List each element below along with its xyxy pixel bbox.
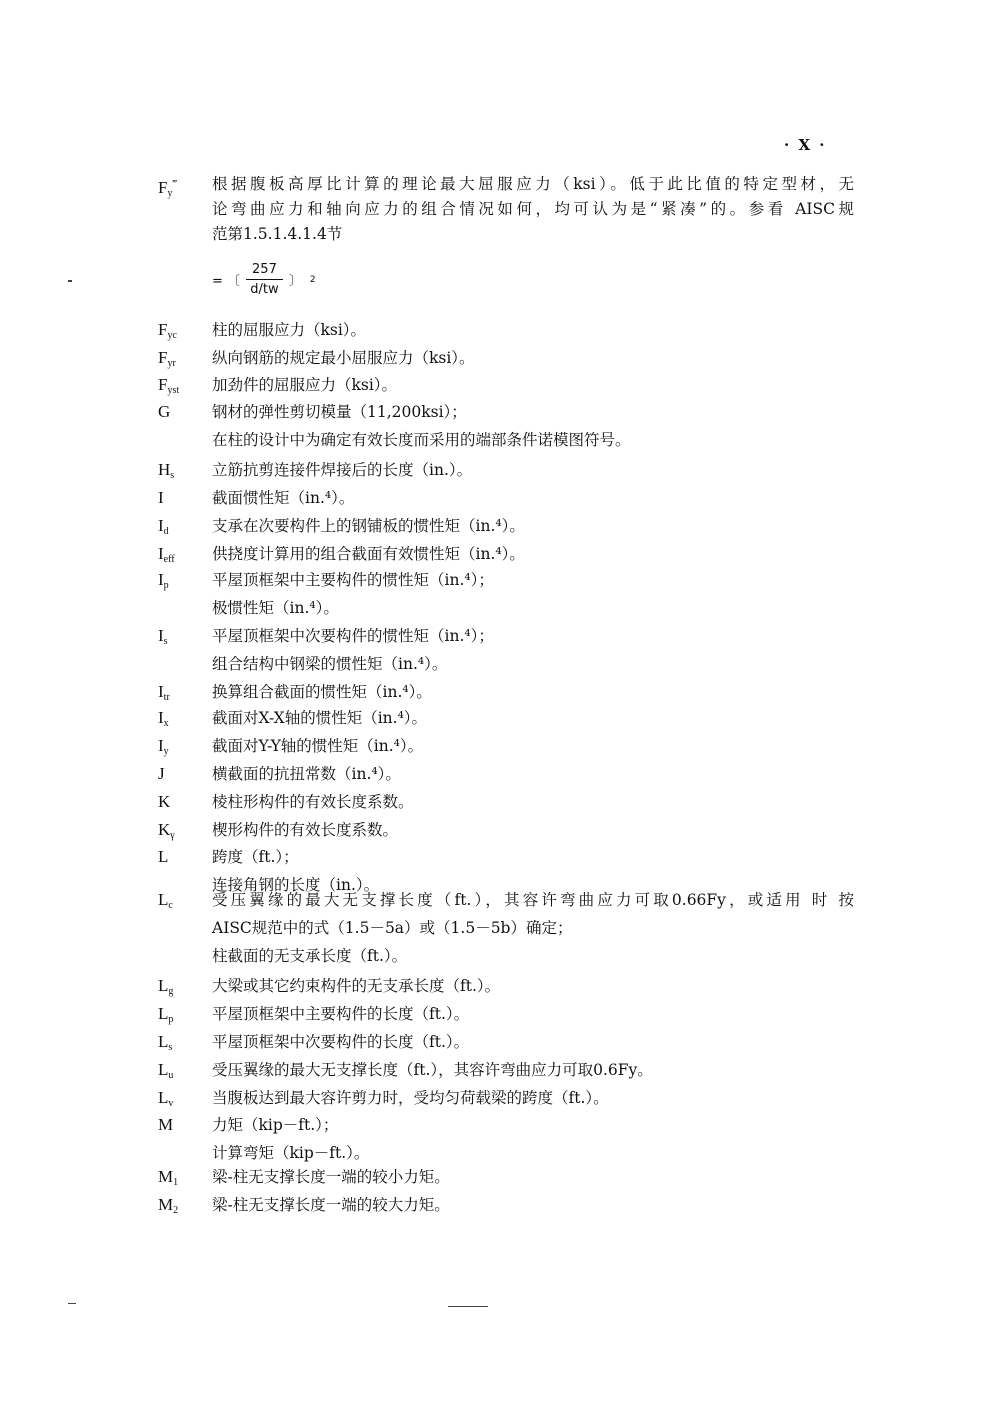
symbol-entry — [0, 318, 992, 342]
formula-suffix: 〕 — [288, 274, 302, 289]
symbol-description: 供挠度计算用的组合截面有效惯性矩（in.⁴）。 — [212, 545, 525, 563]
symbol-subscript: y — [163, 746, 169, 757]
symbol-subscript: s — [163, 636, 168, 647]
symbol-base: J — [158, 764, 165, 783]
symbol-description: 截面对Y-Y轴的惯性矩（in.⁴）。 — [212, 737, 424, 755]
symbol-base: I — [158, 516, 164, 535]
symbol — [158, 373, 179, 403]
symbol-subscript: yc — [167, 330, 177, 341]
symbol-base: I — [158, 708, 164, 727]
symbol-entry — [0, 1165, 992, 1189]
page-number: · Ⅹ · — [784, 136, 827, 154]
symbol-entry — [0, 974, 992, 998]
symbol-base: L — [158, 1060, 169, 1079]
symbol-base: I — [158, 570, 164, 589]
symbol-subscript: 2 — [173, 1205, 179, 1216]
scan-mark — [68, 1303, 76, 1304]
symbol-base: M — [158, 1195, 174, 1214]
symbol-entry — [0, 624, 992, 673]
symbol-base: I — [158, 544, 164, 563]
symbol — [158, 514, 169, 544]
symbol-base: L — [158, 890, 169, 909]
symbol — [158, 624, 168, 654]
symbol-description: 平屋顶框架中次要构件的长度（ft.）。 — [212, 1033, 470, 1051]
symbol-subscript: y — [167, 188, 173, 199]
symbol-description: 极惯性矩（in.⁴）。 — [212, 599, 339, 617]
symbol-entry — [0, 172, 992, 243]
formula-numerator: 257 — [246, 262, 283, 280]
symbol-description: 平屋顶框架中次要构件的惯性矩（in.⁴）； — [212, 627, 494, 645]
symbol-entry — [0, 373, 992, 397]
formula-power: 2 — [309, 274, 316, 285]
symbol-description: 加劲件的屈服应力（ksi）。 — [212, 376, 398, 394]
symbol-base: K — [158, 820, 171, 839]
symbol-description: 柱截面的无支承长度（ft.）。 — [212, 947, 408, 965]
symbol-entry — [0, 706, 992, 730]
symbol-entry — [0, 1058, 992, 1082]
symbol-base: K — [158, 792, 171, 811]
symbol-base: L — [158, 1088, 169, 1107]
symbol-subscript: p — [168, 1014, 174, 1025]
symbol-entry — [0, 762, 992, 786]
symbol-description: 跨度（ft.）； — [212, 848, 299, 866]
formula-prefix: = 〔 — [212, 274, 241, 289]
symbol — [158, 974, 173, 1004]
symbol-description: 大梁或其它约束构件的无支承长度（ft.）。 — [212, 977, 501, 995]
symbol-base: L — [158, 847, 169, 866]
symbol-entry — [0, 486, 992, 510]
symbol-subscript: u — [168, 1070, 174, 1081]
symbol — [158, 734, 169, 764]
symbol-entry — [0, 1002, 992, 1026]
symbol-description: 梁-柱无支撑长度一端的较大力矩。 — [212, 1196, 450, 1214]
symbol-base: M — [158, 1115, 174, 1134]
symbol — [158, 1165, 178, 1195]
symbol — [158, 845, 168, 869]
symbol-subscript: yr — [167, 358, 176, 369]
symbol-subscript: p — [163, 580, 169, 591]
symbol-description: 纵向钢筋的规定最小屈服应力（ksi）。 — [212, 349, 475, 367]
symbol-description: 钢材的弹性剪切模量（11,200ksi）； — [212, 403, 467, 421]
symbol-entry — [0, 818, 992, 842]
symbol-subscript: g — [168, 986, 174, 997]
symbol-entry — [0, 568, 992, 617]
symbol-base: I — [158, 626, 164, 645]
symbol-description: 论弯曲应力和轴向应力的组合情况如何，均可认为是“紧凑”的。参看 AISC规 — [212, 200, 854, 218]
symbol-superscript: ‴ — [172, 178, 178, 190]
symbol — [158, 400, 170, 424]
symbol-subscript: c — [168, 900, 173, 911]
symbol — [158, 172, 177, 206]
symbol-base: M — [158, 1167, 174, 1186]
symbol — [158, 818, 175, 848]
symbol — [158, 1193, 178, 1223]
symbol-subscript: v — [168, 1098, 174, 1109]
symbol-base: F — [158, 178, 168, 197]
symbol-description: 换算组合截面的惯性矩（in.⁴）。 — [212, 683, 432, 701]
symbol — [158, 1002, 173, 1032]
symbol-entry — [0, 346, 992, 370]
scan-mark — [68, 280, 72, 282]
symbol-description: 立筋抗剪连接件焊接后的长度（in.）。 — [212, 461, 473, 479]
symbol — [158, 318, 177, 348]
symbol-subscript: x — [163, 718, 169, 729]
formula — [212, 262, 316, 297]
symbol — [158, 1086, 173, 1116]
symbol-subscript: tr — [163, 692, 170, 703]
symbol — [158, 1113, 173, 1137]
symbol — [158, 1030, 172, 1060]
symbol-base: L — [158, 976, 169, 995]
formula-fraction — [246, 262, 283, 297]
symbol-base: I — [158, 682, 164, 701]
symbol-description: 截面惯性矩（in.⁴）。 — [212, 489, 355, 507]
symbol-description: 组合结构中钢梁的惯性矩（in.⁴）。 — [212, 655, 448, 673]
symbol — [158, 790, 170, 814]
symbol-description: 根据腹板高厚比计算的理论最大屈服应力（ksi）。低于此比值的特定型材，无 — [212, 175, 854, 193]
symbol-entry — [0, 1113, 992, 1162]
symbol — [158, 346, 176, 376]
symbol-subscript: d — [163, 526, 169, 537]
symbol-description: 计算弯矩（kip－ft.）。 — [212, 1144, 370, 1162]
symbol-entry — [0, 680, 992, 704]
formula-denominator: d/tw — [250, 282, 279, 297]
symbol — [158, 458, 174, 488]
symbol-description: 连接角钢的长度（in.）。 — [212, 876, 380, 894]
symbol-base: I — [158, 736, 164, 755]
symbol-entry — [0, 1193, 992, 1217]
symbol-description: 横截面的抗扭常数（in.⁴）。 — [212, 765, 401, 783]
symbol-subscript: γ — [170, 830, 175, 841]
symbol — [158, 888, 173, 918]
symbol-entry — [0, 790, 992, 814]
symbol-entry — [0, 845, 992, 894]
symbol-description: 受压翼缘的最大无支撑长度（ft.），其容许弯曲应力可取0.6Fy。 — [212, 1061, 653, 1079]
symbol-description: 棱柱形构件的有效长度系数。 — [212, 793, 414, 811]
symbol — [158, 706, 169, 736]
symbol-base: I — [158, 488, 164, 507]
symbol-description: 当腹板达到最大容许剪力时，受均匀荷载梁的跨度（ft.）。 — [212, 1089, 609, 1107]
symbol-description: 在柱的设计中为确定有效长度而采用的端部条件诺模图符号。 — [212, 431, 631, 449]
symbol-description: 力矩（kip－ft.）； — [212, 1116, 339, 1134]
symbol-base: H — [158, 460, 171, 479]
symbol — [158, 762, 165, 786]
symbol-subscript: s — [168, 1042, 173, 1053]
symbol-base: G — [158, 402, 171, 421]
symbol-description: AISC规范中的式（1.5－5a）或（1.5－5b）确定； — [212, 919, 573, 937]
symbol-base: L — [158, 1032, 169, 1051]
symbol-entry — [0, 514, 992, 538]
symbol-description: 平屋顶框架中主要构件的长度（ft.）。 — [212, 1005, 470, 1023]
symbol-entry — [0, 1086, 992, 1110]
symbol-subscript: s — [170, 470, 175, 481]
symbol-entry — [0, 458, 992, 482]
symbol-subscript: yst — [167, 385, 180, 396]
symbol-entry — [0, 1030, 992, 1054]
symbol-base: F — [158, 348, 168, 367]
symbol-description: 支承在次要构件上的钢铺板的惯性矩（in.⁴）。 — [212, 517, 525, 535]
symbol-entry — [0, 888, 992, 965]
symbol-description: 梁-柱无支撑长度一端的较小力矩。 — [212, 1168, 450, 1186]
symbol-description: 截面对X-X轴的惯性矩（in.⁴）。 — [212, 709, 428, 727]
scan-mark — [448, 1306, 488, 1307]
symbol-entry — [0, 400, 992, 449]
symbol-description: 平屋顶框架中主要构件的惯性矩（in.⁴）； — [212, 571, 494, 589]
symbol-entry — [0, 734, 992, 758]
symbol — [158, 486, 164, 510]
symbol — [158, 1058, 173, 1088]
symbol-base: F — [158, 320, 168, 339]
symbol-entry — [0, 542, 992, 566]
symbol-description: 柱的屈服应力（ksi）。 — [212, 321, 367, 339]
symbol-base: F — [158, 375, 168, 394]
symbol-base: L — [158, 1004, 169, 1023]
symbol — [158, 568, 169, 598]
symbol-description: 受压翼缘的最大无支撑长度（ft.），其容许弯曲应力可取0.66Fy，或适用 时 按 — [212, 891, 854, 909]
symbol-subscript: 1 — [173, 1177, 179, 1188]
symbol-description: 范第1.5.1.4.1.4节 — [212, 225, 343, 243]
symbol-subscript: eff — [163, 554, 175, 565]
symbol-description: 楔形构件的有效长度系数。 — [212, 821, 399, 839]
